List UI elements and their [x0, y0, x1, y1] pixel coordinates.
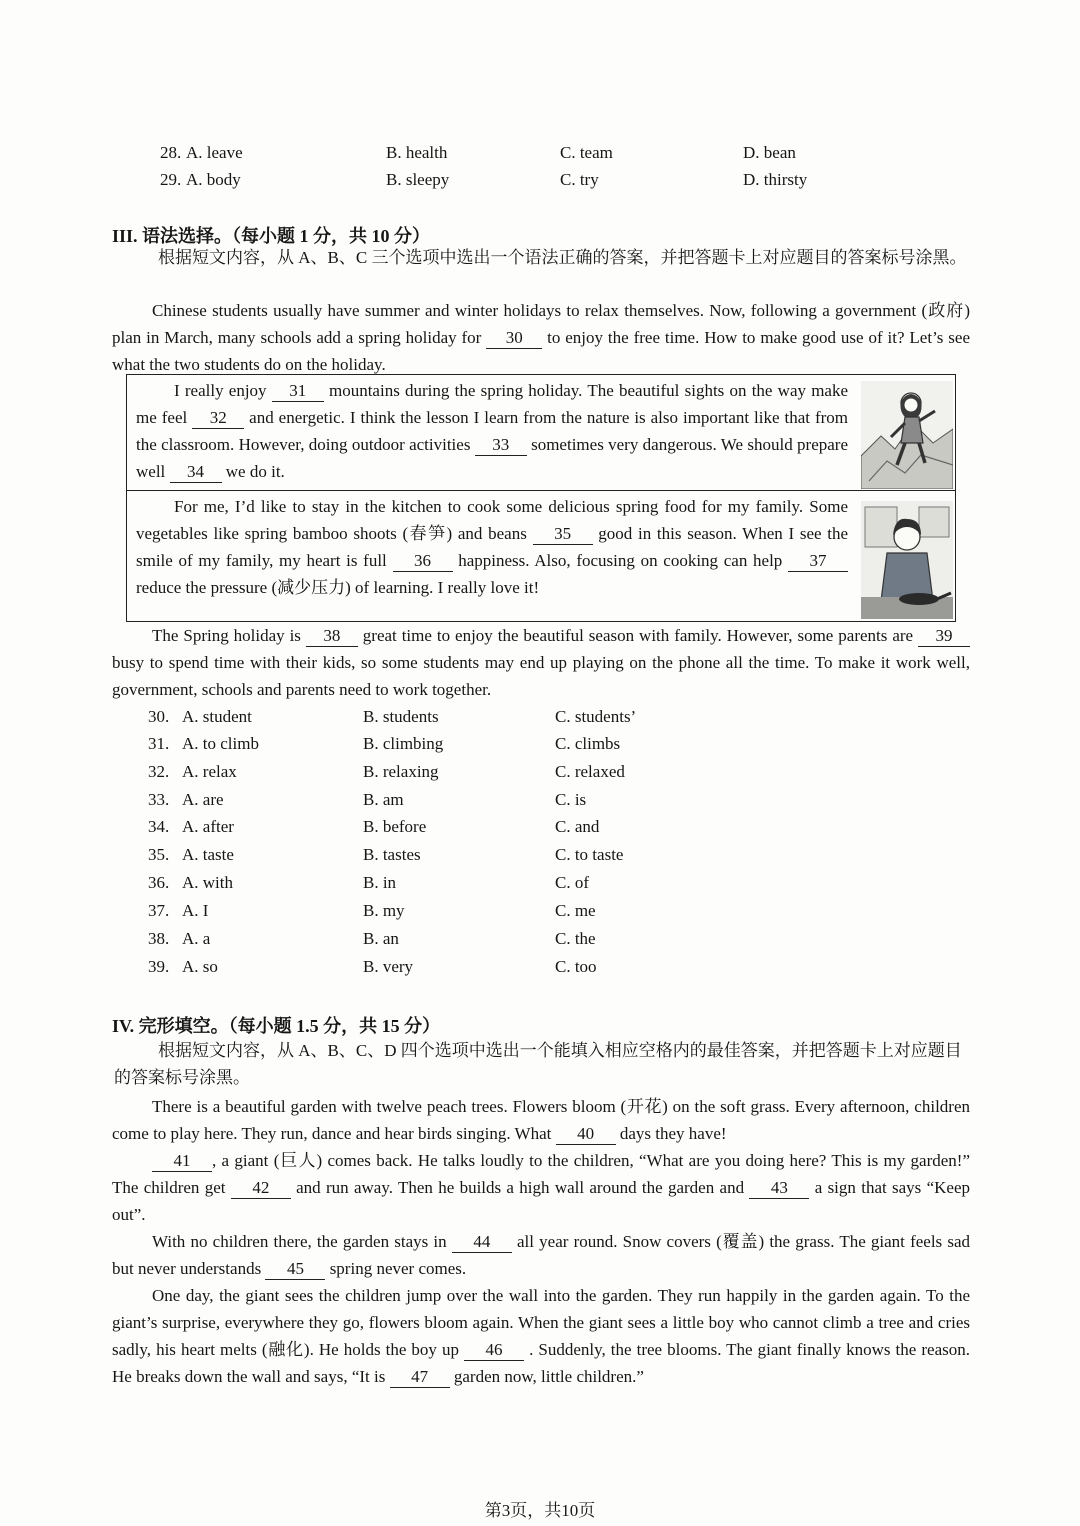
option-row-38: 38. A. a B. an C. the — [148, 929, 596, 948]
student-box-1-text: I really enjoy 31 mountains during the spring holiday. The beautiful sights on the way make me feel 32 and energetic. I think the lesson I learn from the nature is also important like that from the classroom. However, doing outdoor activities 33 sometimes very dangerous. We should prepare well 34 we do it. — [136, 381, 849, 481]
boy-cooking-illustration — [861, 501, 953, 619]
blank-33: 33 — [475, 435, 527, 456]
blank-41: 41 — [152, 1151, 212, 1172]
blank-31: 31 — [272, 381, 324, 402]
section-3-instruction: 根据短文内容，从 A、B、C 三个选项中选出一个语法正确的答案，并把答题卡上对应题目的答案标号涂黑。 — [158, 248, 967, 267]
option-row-31: 31. A. to climb B. climbing C. climbs — [148, 734, 621, 753]
option-row-36: 36. A. with B. in C. of — [148, 873, 589, 892]
page-footer: 第3页，共10页 — [484, 1501, 596, 1520]
option-row-33: 33. A. are B. am C. is — [148, 790, 587, 809]
blank-36: 36 — [393, 551, 453, 572]
blank-42: 42 — [231, 1178, 291, 1199]
student-box-1 — [126, 374, 956, 492]
option-number: 28. — [160, 143, 182, 162]
student-box-2-text: For me, I’d like to stay in the kitchen to cook some delicious spring food for my family. Some vegetables like spring bamboo shoots (春笋) and beans 35 good in this season. When I see the smile of my family, my heart is full 36 happiness. Also, focusing on cooking can help 37 reduce the pressure (减少压力) of learning. I really love it! — [136, 497, 849, 597]
option-a: A. body — [186, 170, 241, 189]
section-3-outro: The Spring holiday is 38 great time to enjoy the beautiful season with family. However, some parents are 39 busy to spend time with their kids, so some students may end up playing on the phone all the time. To make it work well, government, schools and parents need to work together. — [112, 626, 970, 699]
blank-32: 32 — [192, 408, 244, 429]
option-c: C. try — [560, 170, 599, 189]
option-d: D. thirsty — [743, 170, 808, 189]
option-row-28 — [0, 143, 1080, 171]
option-b: B. health — [386, 143, 448, 162]
girl-climbing-illustration — [861, 381, 953, 493]
blank-47: 47 — [390, 1367, 450, 1388]
option-row-30: 30. A. student B. students C. students’ — [148, 707, 637, 726]
blank-34: 34 — [170, 462, 222, 483]
blank-40: 40 — [556, 1124, 616, 1145]
option-row-35: 35. A. taste B. tastes C. to taste — [148, 845, 624, 864]
option-row-29 — [0, 170, 1080, 198]
option-d: D. bean — [743, 143, 796, 162]
blank-38: 38 — [306, 626, 358, 647]
blank-46: 46 — [464, 1340, 524, 1361]
option-row-37: 37. A. I B. my C. me — [148, 901, 596, 920]
blank-37: 37 — [788, 551, 848, 572]
option-a: A. leave — [186, 143, 243, 162]
blank-39: 39 — [918, 626, 970, 647]
option-number: 29. — [160, 170, 182, 189]
section-4-instruction: 根据短文内容，从 A、B、C、D 四个选项中选出一个能填入相应空格内的最佳答案，并把答题卡上对应题目的答案标号涂黑。 — [114, 1041, 962, 1087]
blank-35: 35 — [533, 524, 593, 545]
option-row-34: 34. A. after B. before C. and — [148, 817, 600, 836]
student-box-2 — [126, 490, 956, 622]
cloze-passage: There is a beautiful garden with twelve peach trees. Flowers bloom (开花) on the soft grass. Every afternoon, children come to play here. They run, dance and hear birds singing. What 40 days they have! 41 , a giant (巨人) comes back. He talks loudly to the children, “What are you doing here? This is my garden!” The children get 42 and run away. Then he builds a high wall around the garden and 43 a sign that says “Keep out”. With no children there, the garden stays in 44 all year round. Snow covers (覆盖) the grass. The giant feels sad but never understands 45 spring never comes. One day, the giant sees the children jump over the wall into the garden. They run happily in the garden again. To the giant’s surprise, everywhere they go, flowers bloom again. When the giant sees a little boy who cannot climb a tree and cries sadly, his heart melts (融化). He holds the boy up 46 . Suddenly, the tree blooms. The giant finally knows the reason. He breaks down the wall and says, “It is 47 garden now, little children.” — [112, 1097, 971, 1386]
section-3-heading: III. 语法选择。（每小题 1 分，共 10 分） — [112, 226, 431, 246]
option-row-39: 39. A. so B. very C. too — [148, 957, 597, 976]
blank-30: 30 — [486, 328, 542, 349]
option-b: B. sleepy — [386, 170, 450, 189]
blank-45: 45 — [265, 1259, 325, 1280]
section-4-heading: IV. 完形填空。（每小题 1.5 分，共 15 分） — [112, 1016, 441, 1036]
option-c: C. team — [560, 143, 613, 162]
blank-43: 43 — [749, 1178, 809, 1199]
blank-44: 44 — [452, 1232, 512, 1253]
option-row-32: 32. A. relax B. relaxing C. relaxed — [148, 762, 625, 781]
section-3-intro: Chinese students usually have summer and winter holidays to relax themselves. Now, following a government (政府) plan in March, many schools add a spring holiday for 30 to enjoy the free time. How to make good use of it? Let’s see what the two students do on the holiday. — [112, 301, 971, 374]
